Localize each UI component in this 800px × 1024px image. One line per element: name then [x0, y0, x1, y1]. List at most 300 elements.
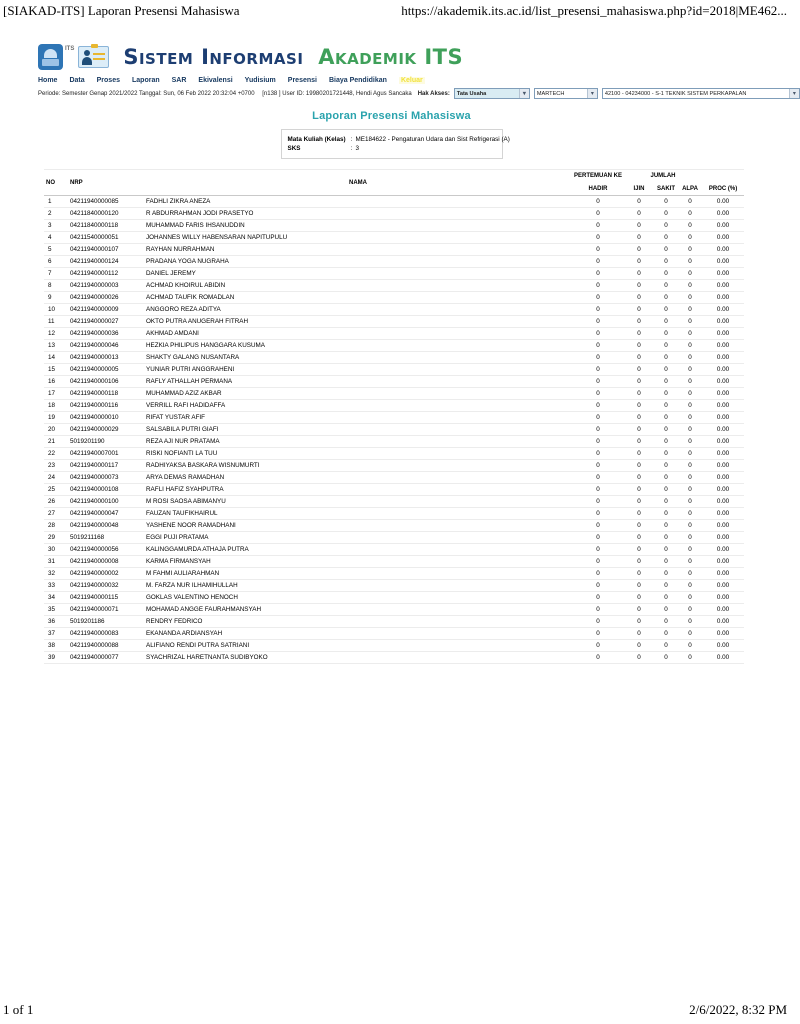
- cell-alpa: 0: [678, 304, 702, 316]
- cell-no: 12: [44, 328, 68, 340]
- cell-no: 14: [44, 352, 68, 364]
- cell-nrp: 04211940000036: [68, 328, 144, 340]
- menu-item-data[interactable]: Data: [69, 77, 85, 84]
- cell-ijin: 0: [624, 352, 654, 364]
- cell-nrp: 04211940000048: [68, 520, 144, 532]
- cell-no: 26: [44, 496, 68, 508]
- cell-alpa: 0: [678, 628, 702, 640]
- cell-ijin: 0: [624, 640, 654, 652]
- menu-item-yudisium[interactable]: Yudisium: [244, 77, 276, 84]
- cell-hadir: 0: [572, 544, 624, 556]
- cell-alpa: 0: [678, 244, 702, 256]
- cell-ijin: 0: [624, 256, 654, 268]
- cell-nrp: 04211940000108: [68, 484, 144, 496]
- cell-alpa: 0: [678, 280, 702, 292]
- table-row: [44, 568, 744, 580]
- id-card-person-head: [84, 50, 90, 56]
- cell-nrp: 04211840000120: [68, 208, 144, 220]
- cell-hadir: 0: [572, 460, 624, 472]
- cell-nrp: 5019201190: [68, 436, 144, 448]
- cell-ijin: 0: [624, 220, 654, 232]
- cell-no: 29: [44, 532, 68, 544]
- cell-hadir: 0: [572, 436, 624, 448]
- cell-nama: EGGI PUJI PRATAMA: [144, 532, 572, 544]
- cell-proc: 0.00: [702, 448, 744, 460]
- cell-ijin: 0: [624, 208, 654, 220]
- cell-nrp: 04211940000032: [68, 580, 144, 592]
- cell-nrp: 04211940000010: [68, 412, 144, 424]
- cell-proc: 0.00: [702, 232, 744, 244]
- cell-nama: RADHIYAKSA BASKARA WISNUMURTI: [144, 460, 572, 472]
- cell-hadir: 0: [572, 532, 624, 544]
- cell-proc: 0.00: [702, 316, 744, 328]
- menu-item-ekivalensi[interactable]: Ekivalensi: [198, 77, 233, 84]
- cell-ijin: 0: [624, 412, 654, 424]
- cell-proc: 0.00: [702, 460, 744, 472]
- cell-no: 20: [44, 424, 68, 436]
- cell-no: 2: [44, 208, 68, 220]
- cell-nrp: 04211940000003: [68, 280, 144, 292]
- id-card-line: [93, 53, 105, 55]
- cell-sakit: 0: [654, 412, 678, 424]
- cell-proc: 0.00: [702, 508, 744, 520]
- its-logo-dome: [44, 49, 57, 58]
- cell-nrp: 04211940000106: [68, 376, 144, 388]
- wordmark-akademik-its: Akademik ITS: [318, 45, 464, 69]
- cell-alpa: 0: [678, 520, 702, 532]
- table-row: [44, 436, 744, 448]
- its-logo-icon: [38, 44, 63, 70]
- cell-nrp: 04211940000117: [68, 460, 144, 472]
- cell-alpa: 0: [678, 352, 702, 364]
- cell-proc: 0.00: [702, 208, 744, 220]
- cell-nrp: 04211940000077: [68, 652, 144, 664]
- cell-nrp: 04211940000047: [68, 508, 144, 520]
- cell-sakit: 0: [654, 340, 678, 352]
- table-row: [44, 208, 744, 220]
- cell-alpa: 0: [678, 292, 702, 304]
- table-row: [44, 604, 744, 616]
- cell-proc: 0.00: [702, 652, 744, 664]
- cell-nrp: 04211940000115: [68, 592, 144, 604]
- cell-alpa: 0: [678, 640, 702, 652]
- cell-nrp: 04211940000116: [68, 400, 144, 412]
- table-row: [44, 520, 744, 532]
- cell-no: 21: [44, 436, 68, 448]
- cell-no: 23: [44, 460, 68, 472]
- cell-ijin: 0: [624, 244, 654, 256]
- cell-alpa: 0: [678, 208, 702, 220]
- cell-no: 38: [44, 640, 68, 652]
- cell-hadir: 0: [572, 412, 624, 424]
- its-logo-base: [42, 59, 59, 66]
- cell-nama: REZA AJI NUR PRATAMA: [144, 436, 572, 448]
- cell-no: 7: [44, 268, 68, 280]
- cell-proc: 0.00: [702, 352, 744, 364]
- cell-ijin: 0: [624, 280, 654, 292]
- cell-proc: 0.00: [702, 304, 744, 316]
- colon: :: [350, 145, 353, 152]
- cell-sakit: 0: [654, 316, 678, 328]
- cell-sakit: 0: [654, 508, 678, 520]
- cell-alpa: 0: [678, 400, 702, 412]
- table-row: [44, 640, 744, 652]
- cell-hadir: 0: [572, 472, 624, 484]
- cell-hadir: 0: [572, 400, 624, 412]
- cell-proc: 0.00: [702, 592, 744, 604]
- course-row: [287, 135, 510, 144]
- cell-sakit: 0: [654, 640, 678, 652]
- cell-ijin: 0: [624, 496, 654, 508]
- cell-hadir: 0: [572, 388, 624, 400]
- table-row: [44, 304, 744, 316]
- print-header-title: [SIAKAD-ITS] Laporan Presensi Mahasiswa: [3, 3, 240, 18]
- cell-no: 11: [44, 316, 68, 328]
- cell-ijin: 0: [624, 364, 654, 376]
- select-value: 42100 - 04234000 - S-1 TEKNIK SISTEM PERKAPALAN: [604, 90, 747, 97]
- chevron-down-icon: ▾: [587, 89, 597, 98]
- cell-sakit: 0: [654, 208, 678, 220]
- id-card-icon: [78, 46, 109, 68]
- table-row: [44, 628, 744, 640]
- cell-no: 5: [44, 244, 68, 256]
- cell-alpa: 0: [678, 508, 702, 520]
- cell-hadir: 0: [572, 364, 624, 376]
- user-id-text: [n138 ] User ID: 19980201721448, Hendi Agus Sancaka: [262, 90, 412, 97]
- table-row: [44, 220, 744, 232]
- cell-nama: M. FARZA NUR ILHAMIHULLAH: [144, 580, 572, 592]
- cell-nrp: 04211940000009: [68, 304, 144, 316]
- brand-header: [38, 42, 745, 72]
- cell-nama: R ABDURRAHMAN JODI PRASETYO: [144, 208, 572, 220]
- table-row: [44, 388, 744, 400]
- col-proc: PROC (%): [708, 185, 738, 192]
- cell-alpa: 0: [678, 364, 702, 376]
- cell-sakit: 0: [654, 376, 678, 388]
- cell-no: 22: [44, 448, 68, 460]
- table-row: [44, 616, 744, 628]
- cell-hadir: 0: [572, 424, 624, 436]
- table-row: [44, 400, 744, 412]
- cell-nrp: 04211940000112: [68, 268, 144, 280]
- cell-sakit: 0: [654, 484, 678, 496]
- cell-proc: 0.00: [702, 640, 744, 652]
- cell-ijin: 0: [624, 628, 654, 640]
- cell-ijin: 0: [624, 340, 654, 352]
- cell-ijin: 0: [624, 616, 654, 628]
- cell-ijin: 0: [624, 328, 654, 340]
- cell-ijin: 0: [624, 520, 654, 532]
- cell-alpa: 0: [678, 460, 702, 472]
- cell-nrp: 04211940000027: [68, 316, 144, 328]
- select-value: Tata Usaha: [456, 90, 487, 97]
- cell-alpa: 0: [678, 496, 702, 508]
- sks-label: SKS: [287, 145, 301, 152]
- chevron-down-icon: ▾: [519, 89, 529, 98]
- col-group-jumlah: JUMLAH: [650, 173, 676, 180]
- cell-no: 10: [44, 304, 68, 316]
- cell-proc: 0.00: [702, 280, 744, 292]
- session-bar: [38, 88, 796, 99]
- cell-nrp: 04211940000002: [68, 568, 144, 580]
- cell-sakit: 0: [654, 604, 678, 616]
- cell-ijin: 0: [624, 436, 654, 448]
- cell-sakit: 0: [654, 400, 678, 412]
- cell-sakit: 0: [654, 256, 678, 268]
- table-row: [44, 364, 744, 376]
- cell-sakit: 0: [654, 388, 678, 400]
- cell-nrp: 04211940000100: [68, 496, 144, 508]
- cell-proc: 0.00: [702, 580, 744, 592]
- cell-nrp: 5019211168: [68, 532, 144, 544]
- id-card-line: [93, 58, 105, 60]
- cell-alpa: 0: [678, 448, 702, 460]
- cell-ijin: 0: [624, 592, 654, 604]
- cell-proc: 0.00: [702, 196, 744, 208]
- table-row: [44, 496, 744, 508]
- cell-nama: HEZKIA PHILIPUS HANGGARA KUSUMA: [144, 340, 572, 352]
- cell-alpa: 0: [678, 652, 702, 664]
- cell-sakit: 0: [654, 268, 678, 280]
- cell-proc: 0.00: [702, 436, 744, 448]
- cell-sakit: 0: [654, 544, 678, 556]
- cell-proc: 0.00: [702, 556, 744, 568]
- cell-hadir: 0: [572, 640, 624, 652]
- cell-nama: RAFLY ATHALLAH PERMANA: [144, 376, 572, 388]
- cell-hadir: 0: [572, 520, 624, 532]
- cell-sakit: 0: [654, 244, 678, 256]
- menu-item-home[interactable]: Home: [38, 77, 58, 84]
- chevron-down-icon: ▾: [789, 89, 799, 98]
- cell-hadir: 0: [572, 592, 624, 604]
- cell-alpa: 0: [678, 544, 702, 556]
- cell-no: 3: [44, 220, 68, 232]
- cell-sakit: 0: [654, 520, 678, 532]
- cell-nrp: 04211940000005: [68, 364, 144, 376]
- cell-ijin: 0: [624, 460, 654, 472]
- table-row: [44, 268, 744, 280]
- cell-alpa: 0: [678, 412, 702, 424]
- cell-ijin: 0: [624, 424, 654, 436]
- cell-no: 15: [44, 364, 68, 376]
- cell-proc: 0.00: [702, 244, 744, 256]
- cell-proc: 0.00: [702, 412, 744, 424]
- cell-nrp: 04211940000124: [68, 256, 144, 268]
- table-row: [44, 232, 744, 244]
- cell-proc: 0.00: [702, 484, 744, 496]
- cell-nama: RENDRY FEDRICO: [144, 616, 572, 628]
- cell-no: 33: [44, 580, 68, 592]
- cell-ijin: 0: [624, 448, 654, 460]
- cell-sakit: 0: [654, 532, 678, 544]
- cell-no: 39: [44, 652, 68, 664]
- cell-nama: PRADANA YOGA NUGRAHA: [144, 256, 572, 268]
- menu-item-biaya-pendidikan[interactable]: Biaya Pendidikan: [328, 77, 387, 84]
- cell-nama: EKANANDA ARDIANSYAH: [144, 628, 572, 640]
- cell-sakit: 0: [654, 328, 678, 340]
- cell-ijin: 0: [624, 604, 654, 616]
- menu-item-presensi[interactable]: Presensi: [287, 77, 317, 84]
- cell-nrp: 04211540000051: [68, 232, 144, 244]
- cell-nama: RAFLI HAFIZ SYAHPUTRA: [144, 484, 572, 496]
- cell-nama: M ROSI SAOSA ABIMANYU: [144, 496, 572, 508]
- cell-proc: 0.00: [702, 220, 744, 232]
- cell-alpa: 0: [678, 424, 702, 436]
- table-row: [44, 448, 744, 460]
- id-card-person-torso: [82, 57, 92, 65]
- cell-nrp: 04211940000085: [68, 196, 144, 208]
- cell-hadir: 0: [572, 652, 624, 664]
- menu-item-sar[interactable]: SAR: [171, 77, 187, 84]
- table-row: [44, 472, 744, 484]
- id-card-clip: [91, 44, 98, 48]
- col-sakit: SAKIT: [657, 185, 675, 192]
- table-row: [44, 460, 744, 472]
- table-row: [44, 316, 744, 328]
- cell-proc: 0.00: [702, 616, 744, 628]
- table-row: [44, 508, 744, 520]
- cell-proc: 0.00: [702, 604, 744, 616]
- cell-hadir: 0: [572, 304, 624, 316]
- cell-nama: KALINGGAMURDA ATHAJA PUTRA: [144, 544, 572, 556]
- hak-akses-select-2[interactable]: [534, 88, 598, 99]
- menu-item-laporan[interactable]: Laporan: [132, 77, 160, 84]
- cell-no: 25: [44, 484, 68, 496]
- cell-hadir: 0: [572, 208, 624, 220]
- cell-nama: MUHAMMAD AZIZ AKBAR: [144, 388, 572, 400]
- cell-no: 16: [44, 376, 68, 388]
- cell-nrp: 04211940000083: [68, 628, 144, 640]
- col-alpa: ALPA: [682, 185, 698, 192]
- cell-nama: JOHANNES WILLY HABENSARAN NAPITUPULU: [144, 232, 572, 244]
- cell-ijin: 0: [624, 556, 654, 568]
- cell-sakit: 0: [654, 592, 678, 604]
- cell-nama: YUNIAR PUTRI ANGGRAHENI: [144, 364, 572, 376]
- hak-akses-select-3[interactable]: [602, 88, 800, 99]
- cell-sakit: 0: [654, 448, 678, 460]
- cell-no: 17: [44, 388, 68, 400]
- cell-nrp: 04211940000107: [68, 244, 144, 256]
- col-nrp: NRP: [70, 179, 83, 186]
- cell-no: 28: [44, 520, 68, 532]
- cell-nama: SALSABILA PUTRI GIAFI: [144, 424, 572, 436]
- col-group-pertemuan: PERTEMUAN KE: [574, 173, 623, 180]
- cell-hadir: 0: [572, 484, 624, 496]
- cell-nrp: 04211840000118: [68, 220, 144, 232]
- cell-no: 1: [44, 196, 68, 208]
- table-row: [44, 412, 744, 424]
- cell-sakit: 0: [654, 196, 678, 208]
- cell-alpa: 0: [678, 436, 702, 448]
- cell-nrp: 04211940000029: [68, 424, 144, 436]
- its-logo-text: ITS: [65, 46, 75, 52]
- cell-hadir: 0: [572, 556, 624, 568]
- cell-sakit: 0: [654, 424, 678, 436]
- cell-alpa: 0: [678, 604, 702, 616]
- col-hadir: HADIR: [588, 185, 608, 192]
- cell-nama: ALIFIANO RENDI PUTRA SATRIANI: [144, 640, 572, 652]
- cell-hadir: 0: [572, 448, 624, 460]
- cell-nama: OKTO PUTRA ANUGERAH FITRAH: [144, 316, 572, 328]
- cell-hadir: 0: [572, 340, 624, 352]
- cell-sakit: 0: [654, 352, 678, 364]
- wordmark-sistem-informasi: Sistem Informasi: [123, 45, 304, 69]
- cell-hadir: 0: [572, 568, 624, 580]
- cell-alpa: 0: [678, 316, 702, 328]
- table-row: [44, 556, 744, 568]
- session-info: [38, 91, 418, 97]
- page-content: [38, 42, 796, 664]
- table-row: [44, 280, 744, 292]
- cell-no: 6: [44, 256, 68, 268]
- cell-sakit: 0: [654, 616, 678, 628]
- hak-akses-select-1[interactable]: [454, 88, 530, 99]
- cell-sakit: 0: [654, 628, 678, 640]
- cell-sakit: 0: [654, 364, 678, 376]
- menu-bar: [38, 77, 745, 84]
- table-row: [44, 592, 744, 604]
- cell-alpa: 0: [678, 556, 702, 568]
- cell-hadir: 0: [572, 316, 624, 328]
- cell-nama: M FAHMI AULIARAHMAN: [144, 568, 572, 580]
- sks-value: 3: [355, 145, 360, 152]
- cell-sakit: 0: [654, 460, 678, 472]
- menu-item-keluar[interactable]: Keluar: [400, 77, 423, 84]
- cell-no: 32: [44, 568, 68, 580]
- cell-hadir: 0: [572, 268, 624, 280]
- table-header: [44, 170, 744, 196]
- table-row: [44, 328, 744, 340]
- cell-no: 13: [44, 340, 68, 352]
- cell-proc: 0.00: [702, 388, 744, 400]
- table-row: [44, 340, 744, 352]
- cell-nrp: 04211940000008: [68, 556, 144, 568]
- table-row: [44, 256, 744, 268]
- course-info-box: [281, 129, 510, 159]
- cell-proc: 0.00: [702, 568, 744, 580]
- cell-sakit: 0: [654, 652, 678, 664]
- cell-proc: 0.00: [702, 520, 744, 532]
- cell-no: 9: [44, 292, 68, 304]
- cell-nrp: 04211940000088: [68, 640, 144, 652]
- cell-nrp: 04211940000026: [68, 292, 144, 304]
- cell-hadir: 0: [572, 232, 624, 244]
- table-body: [44, 196, 744, 664]
- cell-no: 36: [44, 616, 68, 628]
- cell-no: 4: [44, 232, 68, 244]
- cell-hadir: 0: [572, 280, 624, 292]
- attendance-table: [44, 169, 744, 664]
- cell-nrp: 04211940000013: [68, 352, 144, 364]
- cell-nama: SYACHRIZAL HARETNANTA SUDIBYOKO: [144, 652, 572, 664]
- cell-nama: DANIEL JEREMY: [144, 268, 572, 280]
- cell-alpa: 0: [678, 220, 702, 232]
- page-title: Laporan Presensi Mahasiswa: [312, 110, 471, 122]
- cell-nama: RIFAT YUSTAR AFIF: [144, 412, 572, 424]
- cell-nama: ACHMAD KHOIRUL ABIDIN: [144, 280, 572, 292]
- cell-nrp: 04211940000073: [68, 472, 144, 484]
- cell-alpa: 0: [678, 532, 702, 544]
- cell-sakit: 0: [654, 580, 678, 592]
- cell-no: 18: [44, 400, 68, 412]
- cell-nrp: 04211940000056: [68, 544, 144, 556]
- menu-item-proses[interactable]: Proses: [96, 77, 120, 84]
- cell-proc: 0.00: [702, 628, 744, 640]
- cell-ijin: 0: [624, 388, 654, 400]
- cell-nama: ANGGORO REZA ADITYA: [144, 304, 572, 316]
- cell-sakit: 0: [654, 496, 678, 508]
- cell-sakit: 0: [654, 556, 678, 568]
